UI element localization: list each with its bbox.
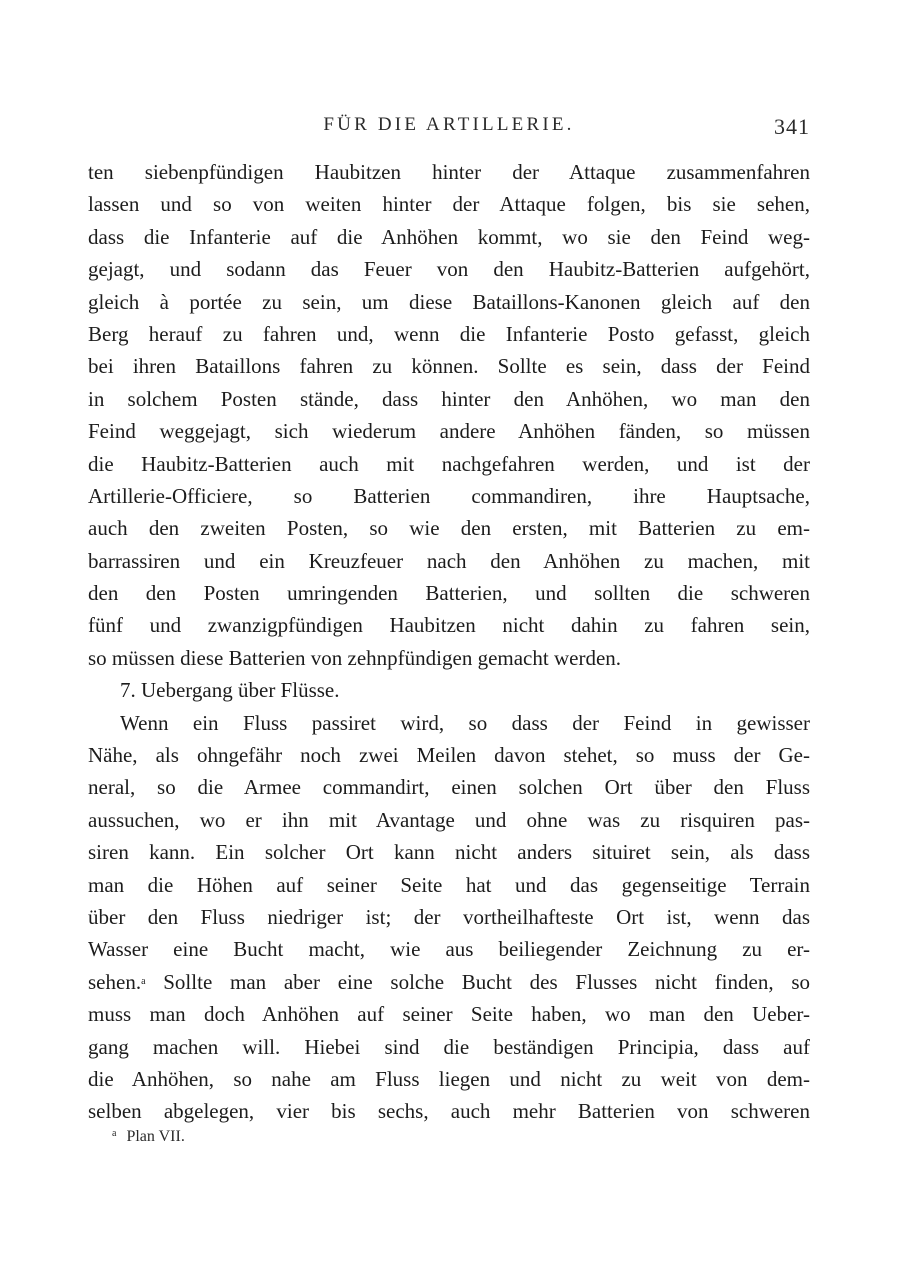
- footnote: [112, 1128, 185, 1146]
- text-line: lassen und so von weiten hinter der Attaque folgen, bis sie sehen,: [88, 192, 810, 217]
- text-line: Wenn ein Fluss passiret wird, so dass der Feind in gewisser: [120, 710, 810, 735]
- text-line: neral, so die Armee commandirt, einen solchen Ort über den Fluss: [88, 775, 810, 800]
- page-number: 341: [774, 114, 810, 139]
- text-line: Wasser eine Bucht macht, wie aus beiliegender Zeichnung zu er-: [88, 937, 810, 962]
- text-line: gejagt, und sodann das Feuer von den Haubitz-Batterien aufgehört,: [88, 257, 810, 282]
- footnote-mark: a: [112, 1128, 117, 1139]
- main-text: [88, 156, 810, 1128]
- text-line: die Anhöhen, so nahe am Fluss liegen und nicht zu weit von dem-: [88, 1066, 810, 1091]
- text-line-with-footnote-ref: [88, 966, 810, 998]
- text-line: gang machen will. Hiebei sind die beständigen Principia, dass auf: [88, 1034, 810, 1059]
- text-line: Nähe, als ohngefähr noch zwei Meilen davon stehet, so muss der Ge-: [88, 743, 810, 768]
- text-line: dass die Infanterie auf die Anhöhen kommt, wo sie den Feind weg-: [88, 224, 810, 249]
- text-line: Berg herauf zu fahren und, wenn die Infanterie Posto gefasst, gleich: [88, 321, 810, 346]
- text-line: siren kann. Ein solcher Ort kann nicht anders situiret sein, als dass: [88, 840, 810, 865]
- text-line: bei ihren Bataillons fahren zu können. Sollte es sein, dass der Feind: [88, 354, 810, 379]
- text-line: man die Höhen auf seiner Seite hat und das gegenseitige Terrain: [88, 872, 810, 897]
- text-line: über den Fluss niedriger ist; der vortheilhafteste Ort ist, wenn das: [88, 904, 810, 929]
- text-line: Feind weggejagt, sich wiederum andere Anhöhen fänden, so müssen: [88, 419, 810, 444]
- text-line: den den Posten umringenden Batterien, und sollten die schweren: [88, 581, 810, 606]
- text-line: muss man doch Anhöhen auf seiner Seite haben, wo man den Ueber-: [88, 1002, 810, 1027]
- text-line: so müssen diese Batterien von zehnpfündigen gemacht werden.: [88, 645, 622, 670]
- text-line: in solchem Posten stände, dass hinter den Anhöhen, wo man den: [88, 386, 810, 411]
- running-title: FÜR DIE ARTILLERIE.: [323, 114, 575, 135]
- text-line: selben abgelegen, vier bis sechs, auch mehr Batterien von schweren: [88, 1099, 810, 1124]
- text-fragment: sehen.: [88, 969, 142, 994]
- text-fragment: Sollte man aber eine solche Bucht des Flusses nicht finden, so: [145, 969, 810, 994]
- text-line: die Haubitz-Batterien auch mit nachgefahren werden, und ist der: [88, 451, 810, 476]
- text-line: Artillerie-Officiere, so Batterien commandiren, ihre Hauptsache,: [88, 483, 810, 508]
- running-head: [88, 114, 810, 144]
- section-heading: 7. Uebergang über Flüsse.: [120, 678, 340, 703]
- text-line: auch den zweiten Posten, so wie den ersten, mit Batterien zu em-: [88, 516, 810, 541]
- text-line: fünf und zwanzigpfündigen Haubitzen nicht dahin zu fahren sein,: [88, 613, 810, 638]
- footnote-text: Plan VII.: [126, 1128, 185, 1145]
- text-line: ten siebenpfündigen Haubitzen hinter der Attaque zusammenfahren: [88, 160, 810, 184]
- text-line: barrassiren und ein Kreuzfeuer nach den Anhöhen zu machen, mit: [88, 548, 810, 573]
- text-line: gleich à portée zu sein, um diese Bataillons-Kanonen gleich auf den: [88, 289, 810, 314]
- footnote-reference: a: [141, 975, 146, 987]
- text-line: aussuchen, wo er ihn mit Avantage und ohne was zu risquiren pas-: [88, 807, 810, 832]
